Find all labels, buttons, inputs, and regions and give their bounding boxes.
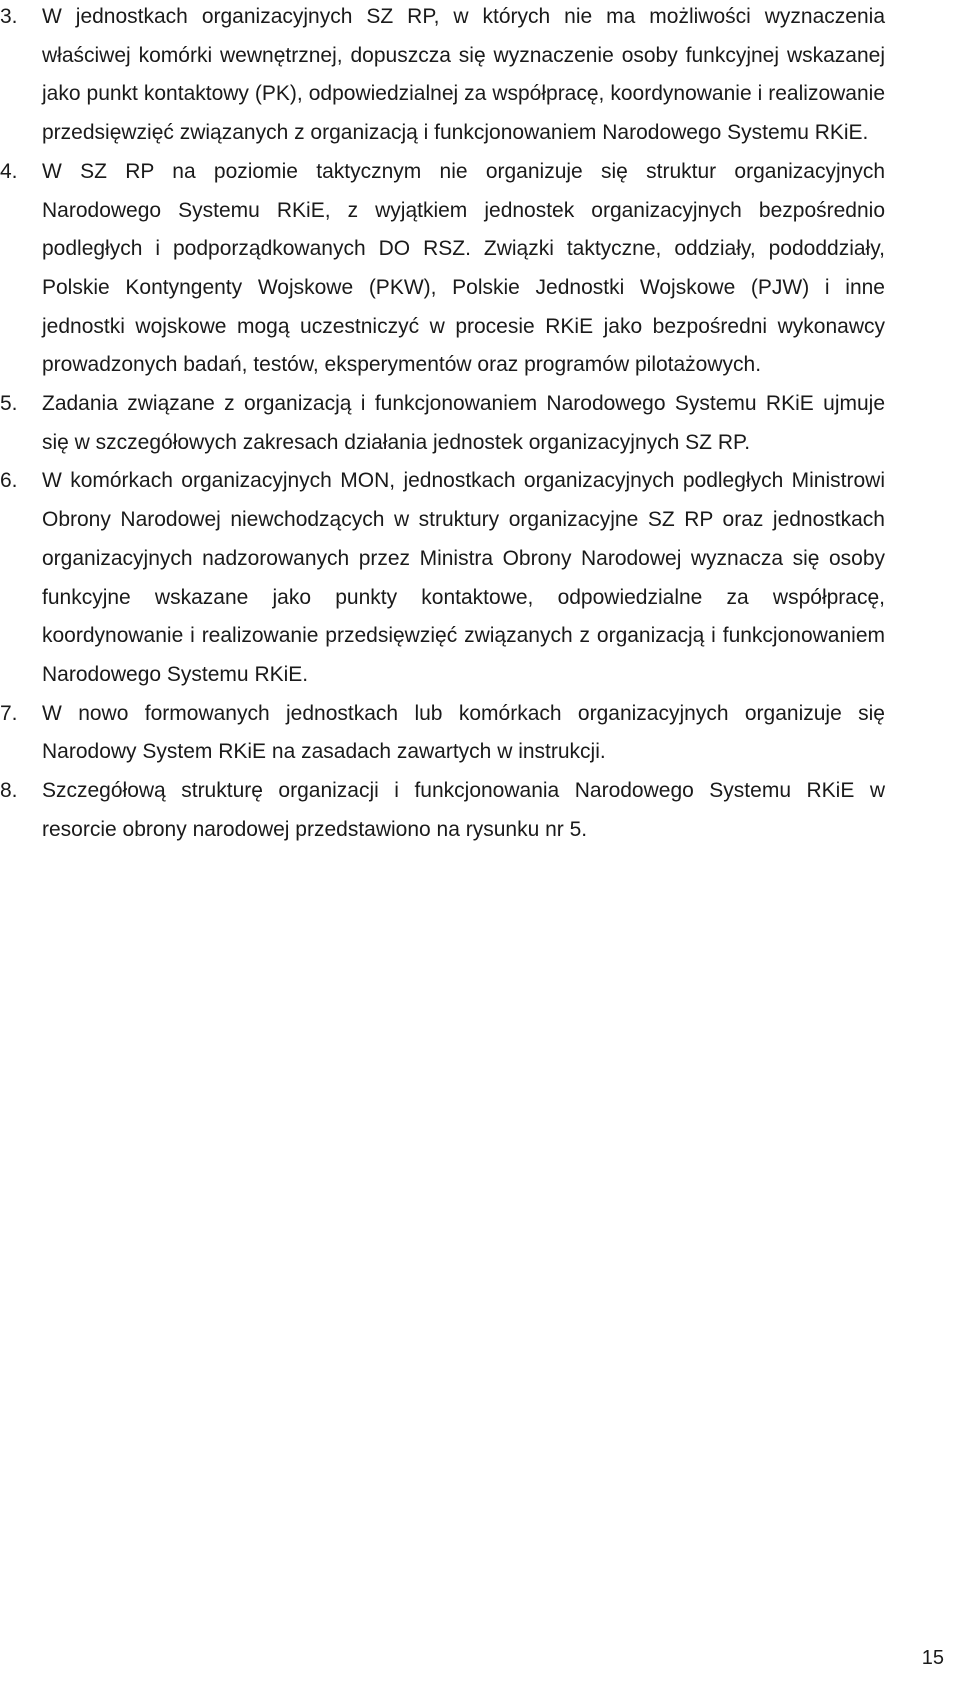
- list-item: [0, 772, 960, 849]
- list-item-number: 5.: [0, 392, 18, 416]
- list-item: [0, 462, 960, 694]
- list-item-text: Szczegółową strukturę organizacji i funkcjonowania Narodowego Systemu RKiE w resorcie obrony narodowej przedstawiono na rysunku nr 5.: [42, 779, 885, 841]
- list-item-text: W nowo formowanych jednostkach lub komórkach organizacyjnych organizuje się Narodowy System RKiE na zasadach zawartych w instrukcji.: [42, 701, 885, 764]
- list-item: [0, 0, 960, 153]
- list-item: [0, 385, 960, 462]
- list-item-number: 6.: [0, 469, 18, 493]
- list-item-number: 4.: [0, 159, 18, 183]
- list-item-number: 8.: [0, 779, 18, 803]
- list-item-text: W jednostkach organizacyjnych SZ RP, w których nie ma możliwości wyznaczenia właściwej komórki wewnętrznej, dopuszcza się wyznaczenie osoby funkcyjnej wskazanej jako punkt kontaktowy (PK), odpowiedzialnej za współpracę, koordynowanie i realizowanie przedsięwzięć związanych z organizacją i funkcjonowaniem Narodowego Systemu RKiE.: [42, 5, 885, 145]
- list-item-number: 7.: [0, 701, 18, 725]
- list-item-text: Zadania związane z organizacją i funkcjonowaniem Narodowego Systemu RKiE ujmuje się w szczegółowych zakresach działania jednostek organizacyjnych SZ RP.: [42, 392, 885, 454]
- page-number: 15: [921, 1647, 944, 1669]
- list-item-text: W komórkach organizacyjnych MON, jednostkach organizacyjnych podległych Ministrowi Obrony Narodowej niewchodzących w struktury organizacyjne SZ RP oraz jednostkach organizacyjnych nadzorowanych przez Ministra Obrony Narodowej wyznacza się osoby funkcyjne wskazane jako punkty kontaktowe, odpowiedzialne za współpracę, koordynowanie i realizowanie przedsięwzięć związanych z organizacją i funkcjonowaniem Narodowego Systemu RKiE.: [42, 469, 885, 686]
- list-item: [0, 153, 960, 385]
- list-item: [0, 695, 960, 772]
- list-item-number: 3.: [0, 5, 18, 28]
- list-item-text: W SZ RP na poziomie taktycznym nie organizuje się struktur organizacyjnych Narodowego Systemu RKiE, z wyjątkiem jednostek organizacyjnych bezpośrednio podległych i podporządkowanych DO RSZ. Związki taktyczne, oddziały, pododdziały, Polskie Kontyngenty Wojskowe (PKW), Polskie Jednostki Wojskowe (PJW) i inne jednostki wojskowe mogą uczestniczyć w procesie RKiE jako bezpośredni wykonawcy prowadzonych badań, testów, eksperymentów oraz programów pilotażowych.: [42, 159, 885, 377]
